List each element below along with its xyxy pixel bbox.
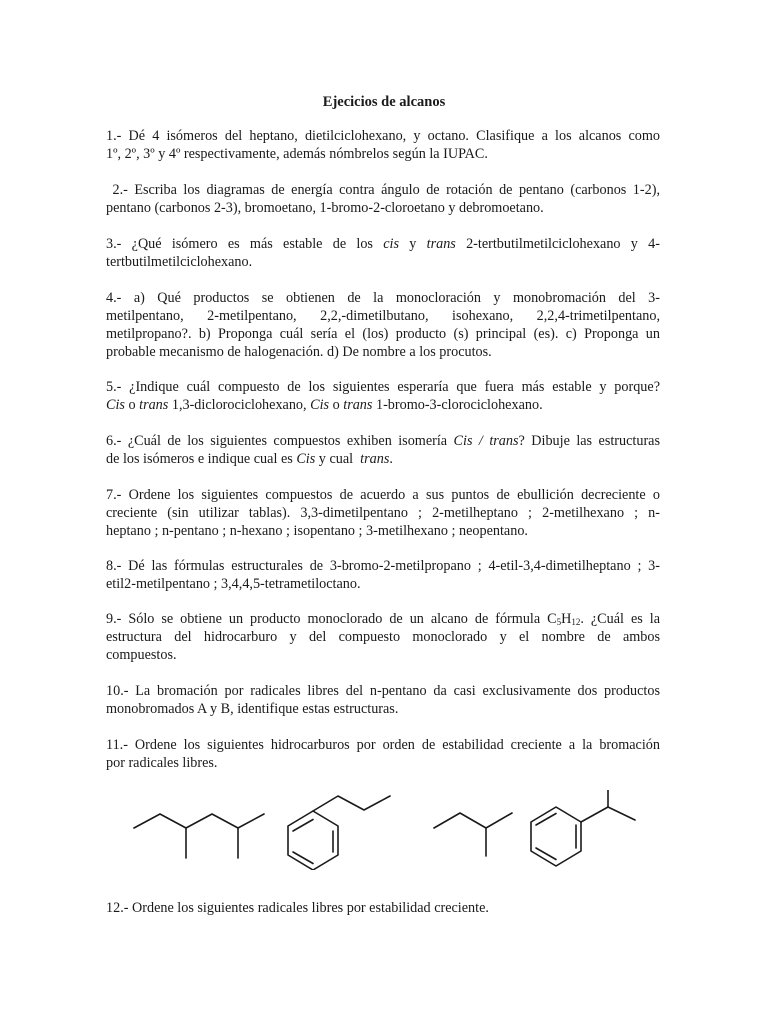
question-9-line-3: compuestos. (106, 647, 177, 663)
question-6-line-2 (106, 450, 660, 468)
question-6-cis-trans: Cis / trans (453, 433, 519, 449)
question-7-line-3: heptano ; n-pentano ; n-hexano ; isopentano ; 3-metilhexano ; neopentano. (106, 523, 528, 539)
question-5-mid: 1,3-diclorociclohexano, (168, 397, 311, 413)
question-12-line-1: 12.- Ordene los siguientes radicales libres por estabilidad creciente. (106, 900, 489, 916)
question-7-line-2: creciente (sin utilizar tablas). 3,3-dimetilpentano ; 2-metilheptano ; 2-metilhexano ; n- (106, 505, 660, 521)
question-3-cis: cis (383, 236, 399, 252)
question-11-line-1: 11.- Ordene los siguientes hidrocarburos por orden de estabilidad creciente a la bromación (106, 737, 660, 753)
propylbenzene-skeletal-structure (288, 796, 390, 870)
question-6 (106, 432, 660, 468)
question-4 (106, 289, 660, 361)
question-1-line-2: 1º, 2º, 3º y 4º respectivamente, además nómbrelos según la IUPAC. (106, 146, 488, 162)
question-8-line-1: 8.- Dé las fórmulas estructurales de 3-bromo-2-metilpropano ; 4-etil-3,4-dimetilheptano ; 3- (106, 558, 660, 574)
question-11-line-2: por radicales libres. (106, 755, 218, 771)
question-4-line-1: 4.- a) Qué productos se obtienen de la monocloración y monobromación del 3- (106, 290, 660, 306)
isobutane-skeletal-structure (434, 813, 512, 856)
question-8 (106, 557, 660, 593)
question-5-end: 1-bromo-3-clorociclohexano. (372, 397, 543, 413)
question-2-line-1: 2.- Escriba los diagramas de energía contra ángulo de rotación de pentano (carbonos 1-2), (106, 182, 660, 198)
question-6-trans: trans (360, 451, 390, 467)
question-9-line-2: estructura del hidrocarburo y del compuesto monoclorado y el nombre de ambos (106, 629, 660, 645)
question-3-line-2: tertbutilmetilciclohexano. (106, 254, 253, 270)
question-5-o-1: o (124, 397, 140, 413)
question-5-line-2 (106, 396, 660, 414)
question-9-text-b: . ¿Cuál es la (580, 611, 660, 627)
question-1-line-1: 1.- Dé 4 isómeros del heptano, dietilciclohexano, y octano. Clasifique a los alcanos como (106, 128, 660, 144)
question-8-line-2: etil2-metilpentano ; 3,4,4,5-tetrametiloctano. (106, 576, 361, 592)
question-3-text-b: 2-tertbutilmetilciclohexano y 4- (455, 236, 660, 252)
question-10 (106, 682, 660, 718)
question-6-cis: Cis (296, 451, 316, 467)
question-6-text-e: . (389, 451, 393, 467)
question-11 (106, 736, 660, 772)
question-6-line-1 (106, 432, 660, 450)
question-5-line-1: 5.- ¿Indique cuál compuesto de los siguientes esperaría que fuera más estable y porque? (106, 379, 660, 395)
page-title: Ejecicios de alcanos (322, 94, 446, 110)
question-1 (106, 127, 660, 163)
hydrocarbon-structures (128, 790, 640, 870)
question-9-line-1 (106, 610, 660, 628)
question-9-sub-5: 5 (556, 617, 562, 627)
question-7-line-1: 7.- Ordene los siguientes compuestos de acuerdo a sus puntos de ebullición decreciente o (106, 487, 660, 503)
question-4-line-2: metilpentano, 2-metilpentano, 2,2,-dimetilbutano, isohexano, 2,2,4-trimetilpentano, (106, 308, 660, 324)
question-10-line-2: monobromados A y B, identifique estas estructuras. (106, 701, 399, 717)
question-3-line-1 (106, 235, 660, 253)
question-2 (106, 181, 660, 217)
question-12 (106, 899, 660, 917)
question-3-trans: trans (426, 236, 456, 252)
question-10-line-1: 10.- La bromación por radicales libres del n-pentano da casi exclusivamente dos productos (106, 683, 660, 699)
question-4-line-3: metilpropano?. b) Proponga cuál sería el (los) producto (s) principal (es). c) Proponga un (106, 326, 660, 342)
question-5-cis-2: Cis (310, 397, 330, 413)
question-5 (106, 378, 660, 414)
question-9-h: H (561, 611, 572, 627)
dimethylpentane-skeletal-structure (134, 814, 264, 858)
question-3 (106, 235, 660, 271)
question-7 (106, 486, 660, 540)
question-5-trans-2: trans (343, 397, 373, 413)
cumene-skeletal-structure (531, 790, 635, 866)
question-4-line-4: probable mecanismo de halogenación. d) De nombre a los procutos. (106, 344, 492, 360)
question-3-text-y: y (398, 236, 427, 252)
question-5-cis-1: Cis (106, 397, 125, 413)
question-9 (106, 610, 660, 664)
question-6-text-d: y cual (315, 451, 361, 467)
question-9-text-a: 9.- Sólo se obtiene un producto monoclorado de un alcano de fórmula C (106, 611, 557, 627)
question-2-line-2: pentano (carbonos 2-3), bromoetano, 1-bromo-2-cloroetano y debromoetano. (106, 200, 544, 216)
question-5-trans-1: trans (139, 397, 169, 413)
question-3-text-a: 3.- ¿Qué isómero es más estable de los (106, 236, 384, 252)
question-6-text-c: de los isómeros e indique cual es (106, 451, 297, 467)
question-6-text-b: ? Dibuje las estructuras (518, 433, 660, 449)
question-9-sub-12: 12 (571, 617, 581, 627)
question-5-o-2: o (329, 397, 344, 413)
question-6-text-a: 6.- ¿Cuál de los siguientes compuestos exhiben isomería (106, 433, 454, 449)
